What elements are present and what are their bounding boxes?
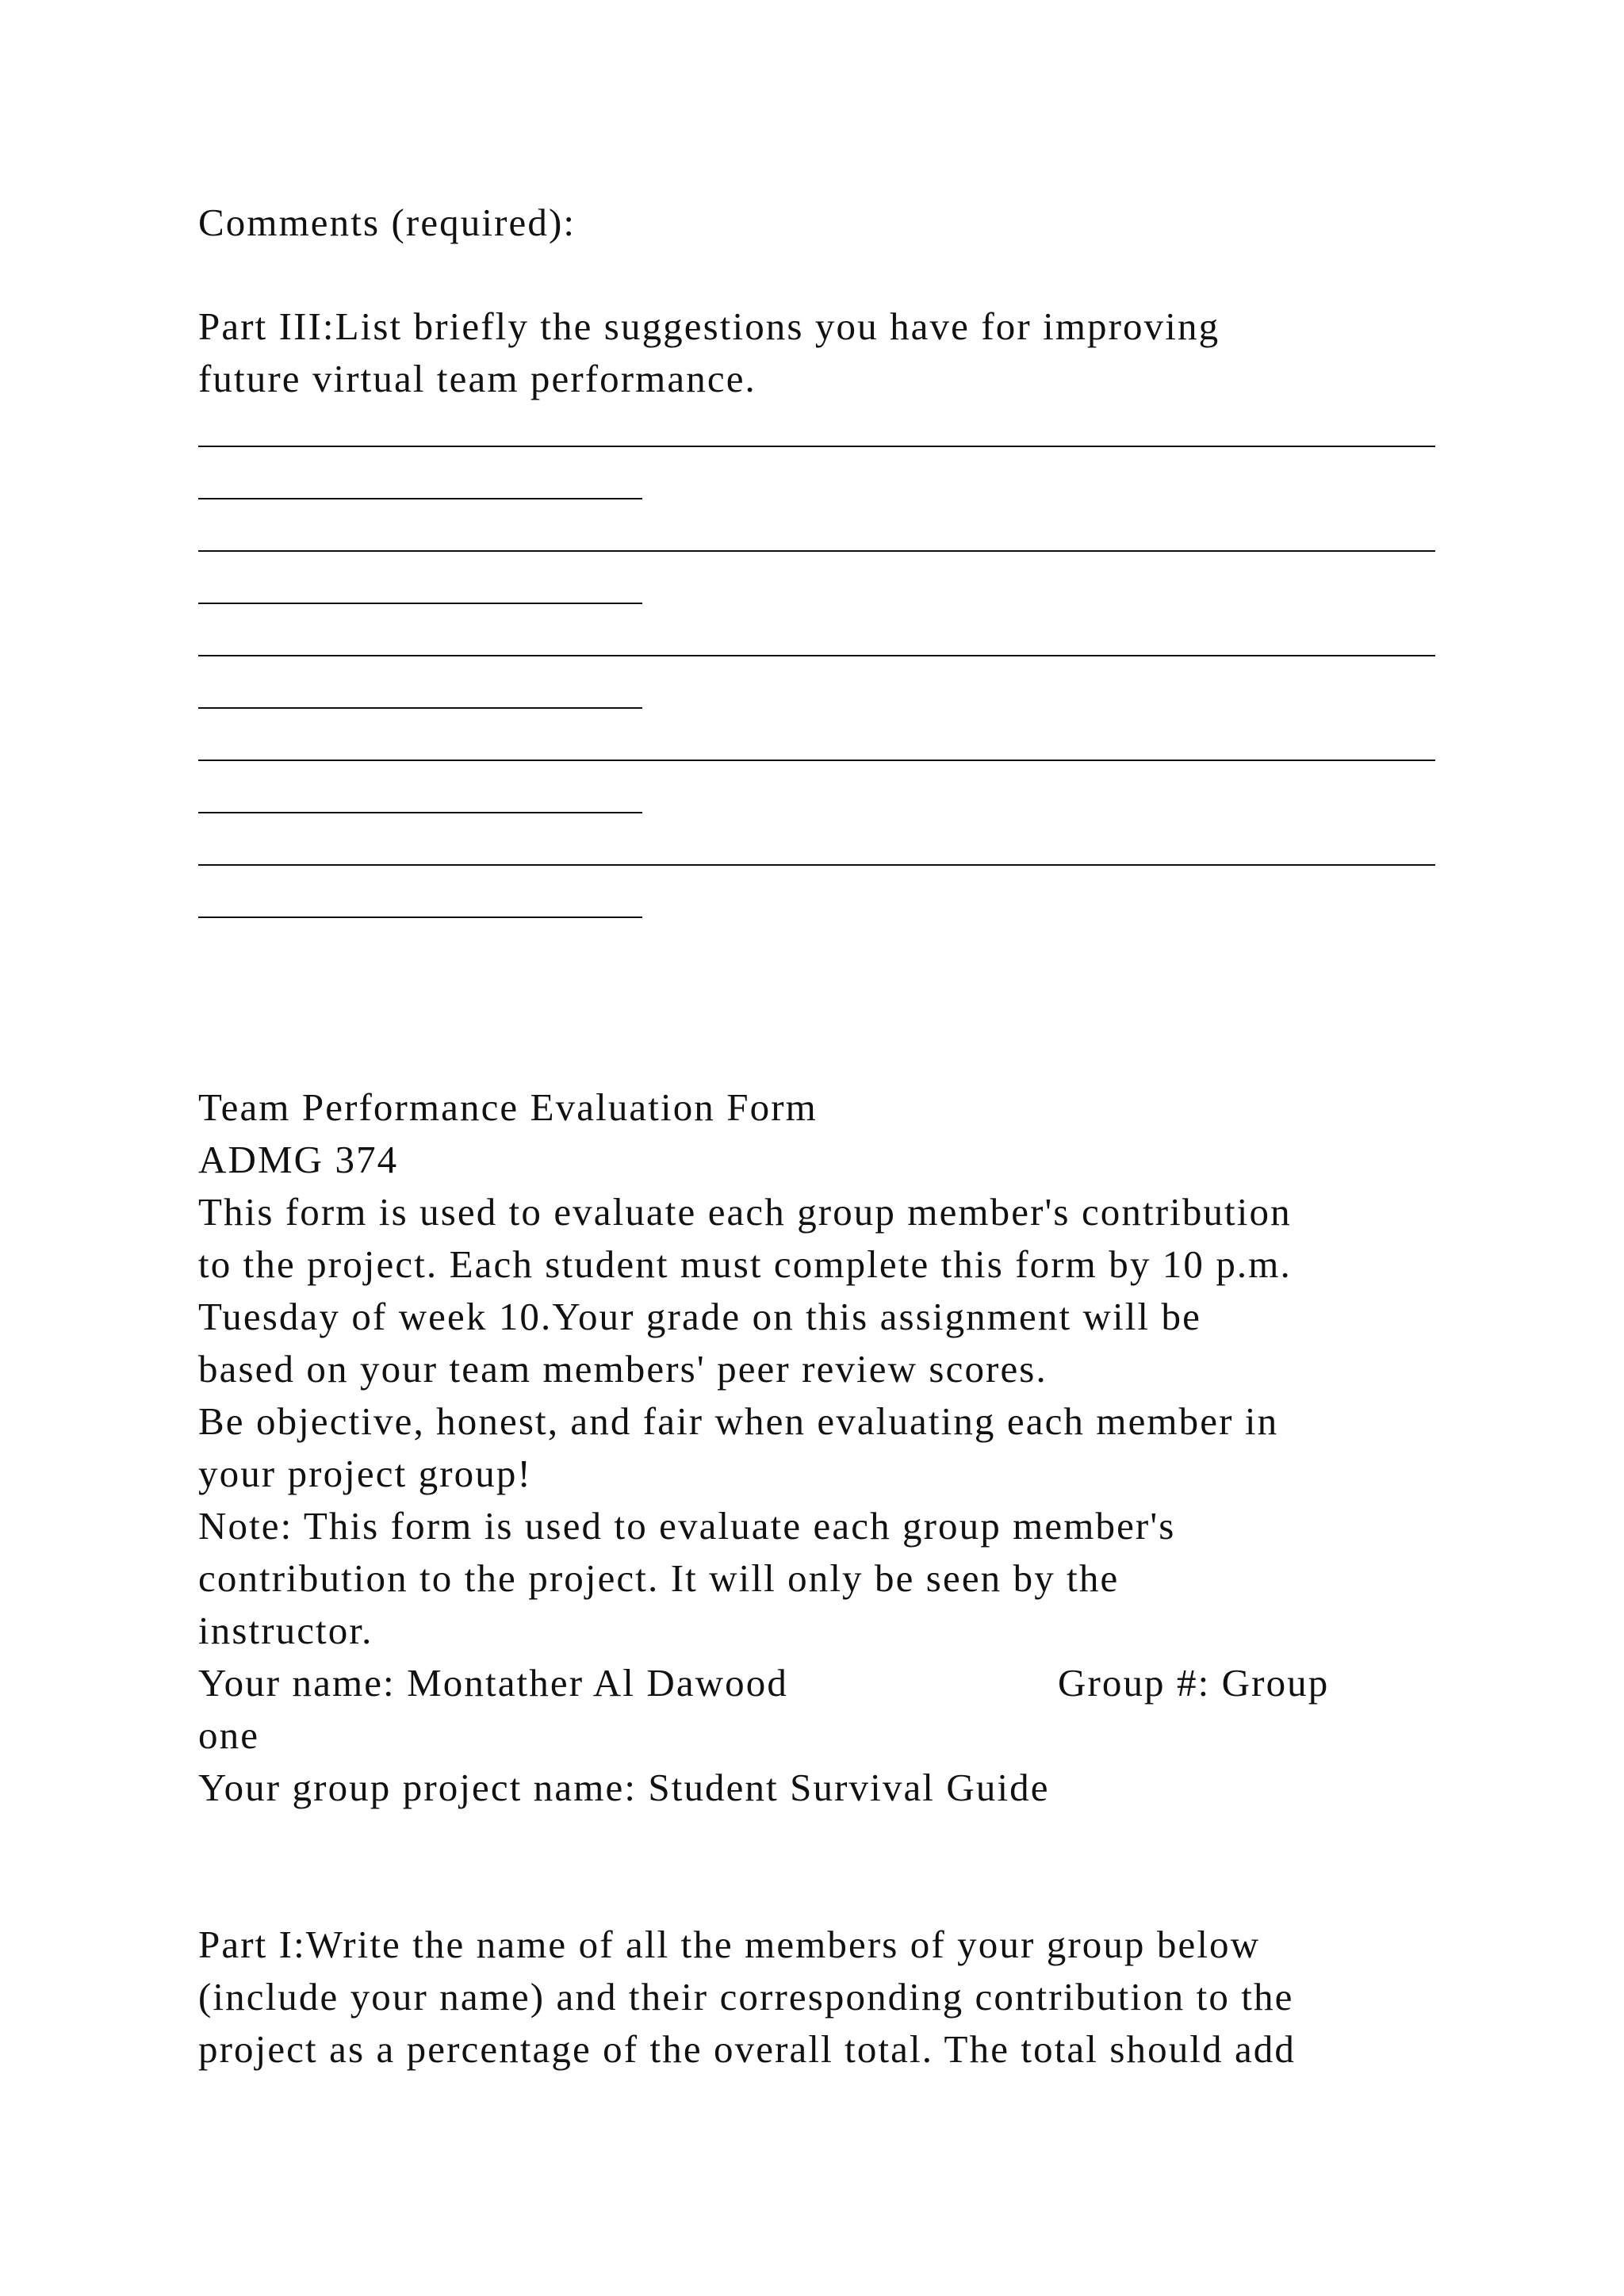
- part1-text-line: Part I:Write the name of all the members of your group below: [198, 1923, 1261, 1966]
- answer-line-continuation: [198, 812, 642, 813]
- note-text-line: contribution to the project. It will only be seen by the: [198, 1556, 1120, 1600]
- group-number: Group #: Group: [1057, 1661, 1330, 1705]
- answer-line: [198, 446, 1435, 447]
- intro-text-line: your project group!: [198, 1452, 532, 1495]
- intro-text-line: Be objective, honest, and fair when evaluating each member in: [198, 1399, 1279, 1443]
- intro-text-line: based on your team members' peer review scores.: [198, 1347, 1048, 1391]
- answer-line-continuation: [198, 603, 642, 604]
- answer-line-continuation: [198, 916, 642, 918]
- answer-line: [198, 550, 1435, 552]
- answer-line-continuation: [198, 707, 642, 709]
- form-title: Team Performance Evaluation Form: [198, 1085, 818, 1129]
- answer-line: [198, 864, 1435, 866]
- answer-line: [198, 760, 1435, 761]
- part3-heading-line-2: future virtual team performance.: [198, 357, 756, 400]
- note-text-line: Note: This form is used to evaluate each group member's: [198, 1504, 1176, 1548]
- your-name: Your name: Montather Al Dawood: [198, 1661, 788, 1705]
- part1-text-line: project as a percentage of the overall total. The total should add: [198, 2027, 1297, 2071]
- group-number-continuation: one: [198, 1713, 260, 1757]
- part3-heading-line-1: Part III:List briefly the suggestions you have for improving: [198, 304, 1220, 348]
- answer-line: [198, 655, 1435, 656]
- name-group-line: [198, 1657, 1329, 1709]
- intro-text-line: This form is used to evaluate each group member's contribution: [198, 1190, 1292, 1234]
- part1-text-line: (include your name) and their corresponding contribution to the: [198, 1975, 1294, 2019]
- note-text-line: instructor.: [198, 1609, 373, 1652]
- intro-text-line: to the project. Each student must complete this form by 10 p.m.: [198, 1242, 1292, 1286]
- answer-line-continuation: [198, 498, 642, 499]
- comments-label: Comments (required):: [198, 201, 576, 244]
- project-name: Your group project name: Student Survival Guide: [198, 1766, 1050, 1809]
- intro-text-line: Tuesday of week 10.Your grade on this assignment will be: [198, 1295, 1201, 1338]
- course-code: ADMG 374: [198, 1138, 399, 1181]
